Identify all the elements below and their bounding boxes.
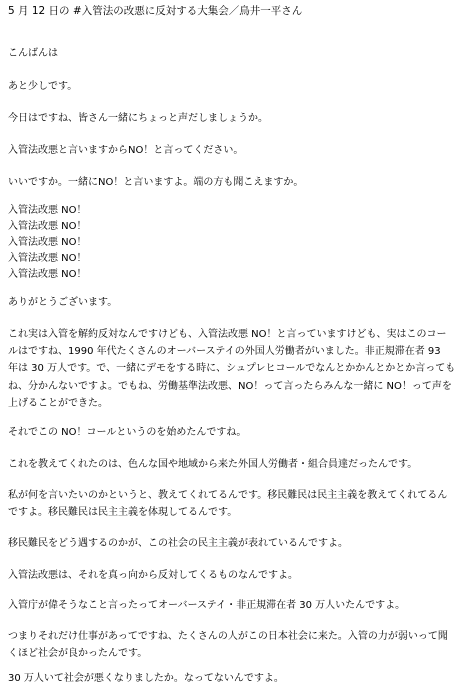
text-line: 年は 30 万人です。で、一緒にデモをする時に、シュプレヒコールでなんとかかんとかとか言っても — [8, 363, 456, 375]
paragraph — [8, 111, 468, 127]
paragraph — [8, 487, 468, 521]
text-line: これを教えてくれたのは、色んな国や地域から来た外国人労働者・組合員達だったんです。 — [8, 459, 418, 470]
text-line: 上げることができた。 — [8, 397, 108, 409]
paragraph — [8, 295, 468, 311]
paragraph — [8, 79, 468, 95]
paragraph — [8, 671, 468, 687]
paragraph — [8, 628, 468, 662]
text-line: 30 万人いて社会が悪くなりましたか。なってないんですよ。 — [8, 673, 284, 684]
paragraph — [8, 536, 468, 552]
text-line: つまりそれだけ仕事があってですね、たくさんの人がこの日本社会に来た。入管の力が弱いって聞 — [8, 631, 448, 642]
chant-line: 入管法改悪 NO！ — [8, 253, 87, 264]
chant-line: 入管法改悪 NO！ — [8, 269, 87, 280]
paragraph — [8, 457, 468, 473]
text-line: あと少しです。 — [8, 81, 78, 92]
text-line: 入管法改悪と言いますからNO！と言ってください。 — [8, 145, 244, 156]
text-line: くほど社会が良かったんです。 — [8, 648, 148, 660]
text-line: 今日はですね、皆さん一緒にちょっと声だしましょうか。 — [8, 113, 268, 124]
text-line: これ実は入管を解約反対なんですけども、入管法改悪 NO！と言っていますけども、実はこのコー — [8, 329, 447, 340]
text-line: 移民難民をどう遇するのかが、この社会の民主主義が表れているんですよ。 — [8, 538, 348, 549]
text-line: 入管法改悪は、それを真っ向から反対してくるものなんですよ。 — [8, 570, 298, 581]
document-title: 5 月 12 日の #入管法の改悪に反対する大集会／鳥井一平さん — [8, 5, 303, 17]
chant-block — [8, 203, 468, 283]
text-line: いいですか。一緒にNO！と言いますよ。端の方も聞こえますか。 — [8, 177, 304, 188]
paragraph — [8, 598, 468, 614]
paragraph — [8, 143, 468, 159]
chant-line: 入管法改悪 NO！ — [8, 221, 87, 232]
paragraph — [8, 568, 468, 584]
paragraph — [8, 175, 468, 191]
text-line: ルはですね、1990 年代たくさんのオーバーステイの外国人労働者がいました。非正規滞在者 93 — [8, 346, 441, 358]
paragraph — [8, 46, 468, 62]
chant-line: 入管法改悪 NO！ — [8, 205, 87, 216]
text-line: ですよ。移民難民は民主主義を体現してるんです。 — [8, 507, 238, 519]
text-line: 私が何を言いたいのかというと、教えてくれてるんです。移民難民は民主主義を教えてくれてるん — [8, 490, 448, 501]
paragraph — [8, 326, 468, 412]
text-line: 入管庁が偉そうなこと言ったってオーバーステイ・非正規滞在者 30 万人いたんですよ。 — [8, 600, 406, 611]
text-line: ね、分かんないですよ。でもね、労働基準法改悪、NO！って言ったらみんな一緒に NO！って声を — [8, 380, 452, 392]
text-line: ありがとうございます。 — [8, 297, 118, 308]
text-line: それでこの NO！コールというのを始めたんですね。 — [8, 427, 247, 438]
text-line: こんばんは — [8, 48, 58, 59]
paragraph — [8, 425, 468, 441]
chant-line: 入管法改悪 NO！ — [8, 237, 87, 248]
